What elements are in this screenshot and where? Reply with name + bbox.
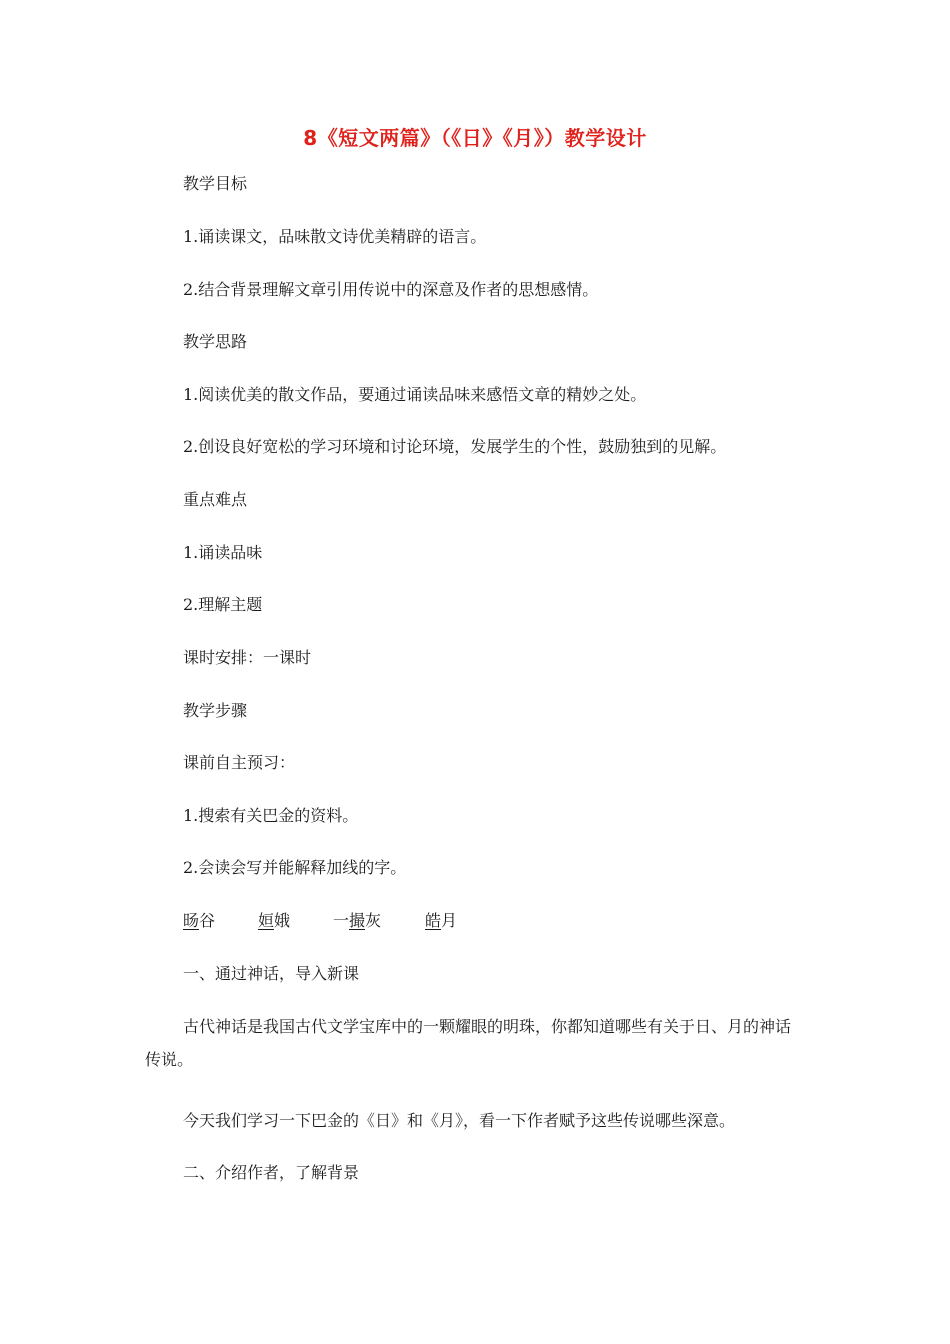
vocab-item: 姮娥 (258, 911, 291, 930)
part1-paragraph-1: 古代神话是我国古代文学宝库中的一颗耀眼的明珠，你都知道哪些有关于日、月的神话传说。 (145, 1017, 792, 1069)
vocab-item: 一撮灰 (333, 911, 382, 930)
vocab-list (183, 911, 457, 931)
part1-paragraph-2: 今天我们学习一下巴金的《日》和《月》，看一下作者赋予这些传说哪些深意。 (183, 1111, 736, 1130)
key-point-2: 2.理解主题 (183, 595, 263, 614)
vocab-item: 皓月 (425, 911, 458, 930)
section-heading-steps: 教学步骤 (183, 701, 248, 720)
preview-item-1: 1.搜索有关巴金的资料。 (183, 806, 359, 825)
underlined-char: 撮 (349, 911, 366, 930)
preview-item-2: 2.会读会写并能解释加线的字。 (183, 858, 407, 877)
part1-heading: 一、通过神话，导入新课 (183, 964, 360, 983)
approach-item-2: 2.创设良好宽松的学习环境和讨论环境，发展学生的个性，鼓励独到的见解。 (183, 437, 727, 456)
underlined-char: 姮 (258, 911, 275, 930)
key-point-1: 1.诵读品味 (183, 543, 263, 562)
section-heading-goals: 教学目标 (183, 174, 248, 193)
preview-heading: 课前自主预习： (183, 753, 296, 772)
approach-item-1: 1.阅读优美的散文作品，要通过诵读品味来感悟文章的精妙之处。 (183, 385, 647, 404)
section-heading-key-points: 重点难点 (183, 490, 248, 509)
goal-item-1: 1.诵读课文，品味散文诗优美精辟的语言。 (183, 227, 487, 246)
schedule-line: 课时安排：一课时 (183, 648, 312, 667)
document-title: 8《短文两篇》（《日》《月》）教学设计 (303, 126, 647, 150)
section-heading-approach: 教学思路 (183, 332, 248, 351)
part2-heading: 二、介绍作者，了解背景 (183, 1163, 360, 1182)
underlined-char: 皓 (425, 911, 442, 930)
vocab-item: 旸谷 (183, 911, 216, 930)
goal-item-2: 2.结合背景理解文章引用传说中的深意及作者的思想感情。 (183, 280, 599, 299)
underlined-char: 旸 (183, 911, 200, 930)
